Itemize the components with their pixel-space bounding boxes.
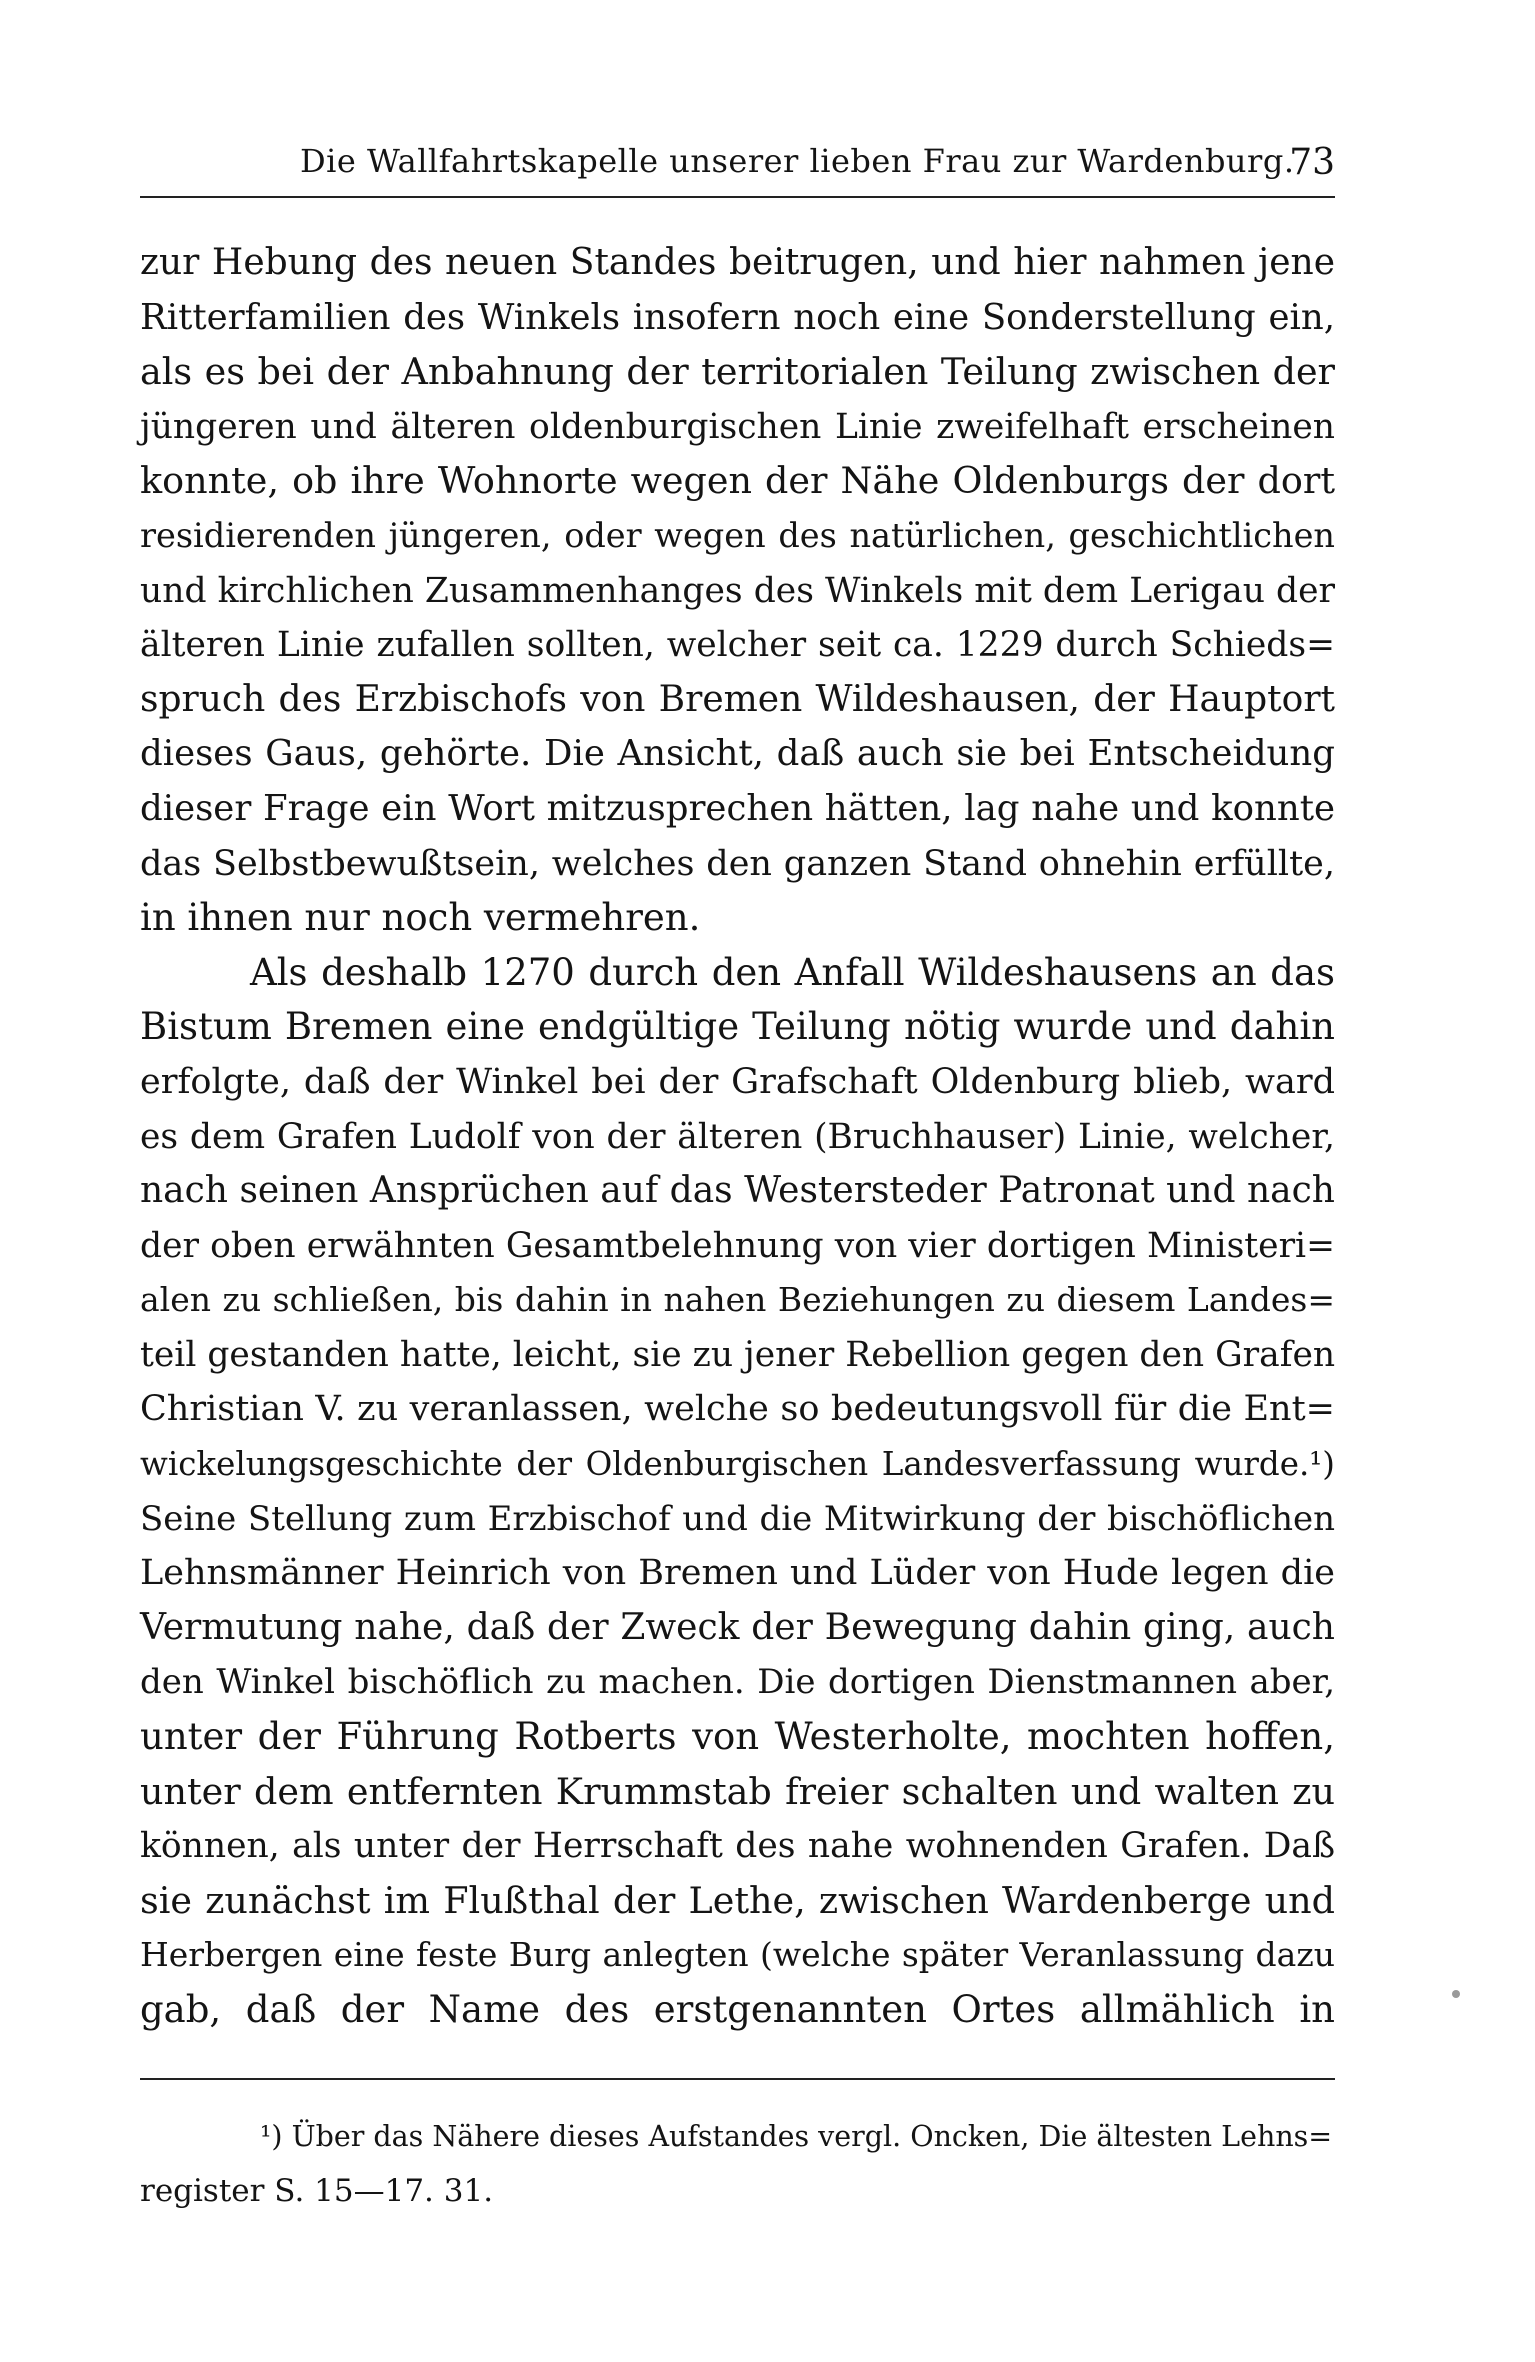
text-line: Lehnsmänner Heinrich von Bremen und Lüder von Hude legen die [140,1553,1335,1594]
text-line: gab, daß der Name des erstgenannten Ortes allmählich in [140,1988,1335,2031]
text-line: jüngeren und älteren oldenburgischen Linie zweifelhaft erscheinen [140,406,1335,447]
text-line: Seine Stellung zum Erzbischof und die Mitwirkung der bischöflichen [140,1498,1335,1539]
text-line: residierenden jüngeren, oder wegen des natürlichen, geschichtlichen [140,515,1335,555]
text-line: Christian V. zu veranlassen, welche so bedeutungsvoll für die Ent= [140,1389,1335,1430]
text-line: Herbergen eine feste Burg anlegten (welche später Veranlassung dazu [140,1935,1335,1975]
paper-speck [1452,1990,1460,1998]
footnote-line: register S. 15—17. 31. [140,2173,494,2209]
text-line: Vermutung nahe, daß der Zweck der Bewegung dahin ging, auch [140,1606,1335,1648]
footnote-rule [140,2078,1335,2080]
text-line: Ritterfamilien des Winkels insofern noch eine Sonderstellung ein, [140,296,1335,338]
text-line: unter der Führung Rotberts von Westerholte, mochten hoffen, [140,1715,1335,1759]
text-line: zur Hebung des neuen Standes beitrugen, und hier nahmen jene [140,242,1335,283]
text-line: der oben erwähnten Gesamtbelehnung von vier dortigen Ministeri= [140,1225,1335,1266]
text-line: alen zu schließen, bis dahin in nahen Beziehungen zu diesem Landes= [140,1280,1335,1320]
text-line: den Winkel bischöflich zu machen. Die dortigen Dienstmannen aber, [140,1662,1335,1703]
text-line: spruch des Erzbischofs von Bremen Wildeshausen, der Hauptort [140,678,1335,720]
footnote-line: ¹) Über das Nähere dieses Aufstandes vergl. Oncken, Die ältesten Lehns= [260,2120,1333,2153]
text-line: wickelungsgeschichte der Oldenburgischen Landesverfassung wurde.¹) [140,1445,1335,1484]
page-number: 73 [1289,142,1335,183]
text-line: älteren Linie zufallen sollten, welcher seit ca. 1229 durch Schieds= [140,625,1335,666]
text-line: konnte, ob ihre Wohnorte wegen der Nähe Oldenburgs der dort [140,459,1335,503]
text-line: dieser Frage ein Wort mitzusprechen hätten, lag nahe und konnte [140,787,1335,829]
text-line: Als deshalb 1270 durch den Anfall Wildeshausens an das [250,950,1335,994]
body-text [140,236,1335,2038]
text-line: erfolgte, daß der Winkel bei der Grafschaft Oldenburg blieb, ward [140,1061,1335,1102]
text-line: unter dem entfernten Krummstab freier schalten und walten zu [140,1769,1335,1813]
text-line: das Selbstbewußtsein, welches den ganzen Stand ohnehin erfüllte, [140,843,1335,884]
text-line: Bistum Bremen eine endgültige Teilung nötig wurde und dahin [140,1005,1335,1049]
text-line: nach seinen Ansprüchen auf das Westersteder Patronat und nach [140,1170,1335,1212]
running-head [140,142,1335,192]
text-line: in ihnen nur noch vermehren. [140,896,701,940]
text-line: dieses Gaus, gehörte. Die Ansicht, daß auch sie bei Entscheidung [140,733,1335,775]
book-page [140,0,1335,2362]
header-rule [140,196,1335,198]
running-title: Die Wallfahrtskapelle unserer lieben Frau zur Wardenburg. [300,142,1295,180]
footnotes [140,2110,1335,2218]
text-line: teil gestanden hatte, leicht, sie zu jener Rebellion gegen den Grafen [140,1334,1336,1375]
text-line: und kirchlichen Zusammenhanges des Winkels mit dem Lerigau der [140,570,1335,611]
text-line: es dem Grafen Ludolf von der älteren (Bruchhauser) Linie, welcher, [140,1116,1335,1157]
text-line: sie zunächst im Flußthal der Lethe, zwischen Wardenberge und [140,1878,1335,1922]
text-line: können, als unter der Herrschaft des nahe wohnenden Grafen. Daß [140,1826,1335,1867]
text-line: als es bei der Anbahnung der territorialen Teilung zwischen der [140,350,1335,394]
